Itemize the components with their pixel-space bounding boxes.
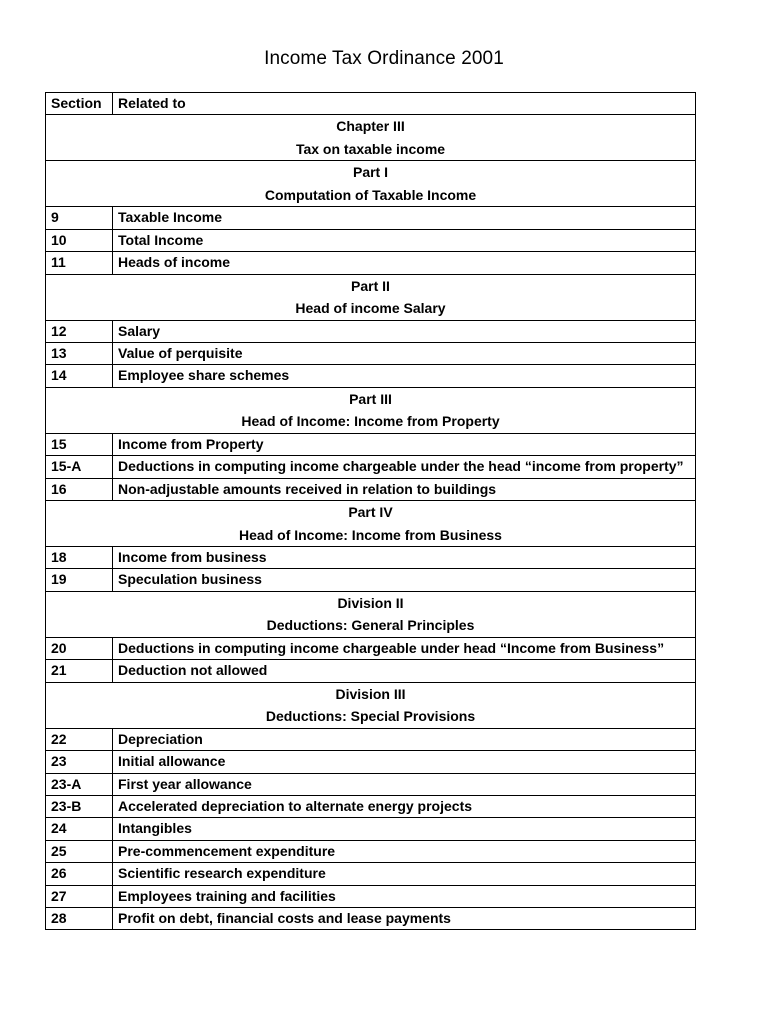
group-heading — [46, 161, 696, 207]
section-number: 28 — [46, 907, 113, 929]
section-number: 21 — [46, 660, 113, 682]
document-title: Income Tax Ordinance 2001 — [264, 48, 504, 69]
group-heading — [46, 501, 696, 547]
group-heading — [46, 591, 696, 637]
section-description: Total Income — [113, 229, 696, 251]
section-number: 20 — [46, 637, 113, 659]
table-row — [46, 885, 696, 907]
section-number: 12 — [46, 320, 113, 342]
section-description: Employee share schemes — [113, 365, 696, 387]
section-description: Profit on debt, financial costs and lease payments — [113, 907, 696, 929]
section-description: First year allowance — [113, 773, 696, 795]
group-heading-subtitle: Deductions: Special Provisions — [265, 708, 476, 725]
table-row — [46, 637, 696, 659]
table-row — [46, 795, 696, 817]
group-heading-row — [46, 115, 696, 161]
group-heading — [46, 682, 696, 728]
group-heading-label: Part III — [349, 390, 392, 407]
group-heading-label: Part IV — [348, 504, 393, 521]
table-row — [46, 728, 696, 750]
table-row — [46, 773, 696, 795]
section-description: Deduction not allowed — [113, 660, 696, 682]
group-heading-subtitle: Head of Income: Income from Property — [241, 413, 500, 430]
group-heading-row — [46, 387, 696, 433]
section-number: 15-A — [46, 456, 113, 478]
group-heading-label: Division III — [335, 685, 406, 702]
group-heading — [46, 115, 696, 161]
section-number: 23-A — [46, 773, 113, 795]
section-description: Deductions in computing income chargeable under the head “income from property” — [113, 456, 696, 478]
table-row — [46, 547, 696, 569]
table-row — [46, 229, 696, 251]
table-row — [46, 660, 696, 682]
column-header-section: Section — [46, 93, 113, 115]
group-heading-row — [46, 501, 696, 547]
group-heading-subtitle: Deductions: General Principles — [266, 617, 475, 634]
section-description: Deductions in computing income chargeable under head “Income from Business” — [113, 637, 696, 659]
section-number: 14 — [46, 365, 113, 387]
section-description: Initial allowance — [113, 751, 696, 773]
table-row — [46, 433, 696, 455]
group-heading-label: Part I — [352, 164, 388, 181]
section-number: 27 — [46, 885, 113, 907]
section-description: Heads of income — [113, 252, 696, 274]
section-number: 13 — [46, 343, 113, 365]
table-row — [46, 751, 696, 773]
section-number: 26 — [46, 863, 113, 885]
group-heading — [46, 274, 696, 320]
group-heading-subtitle: Tax on taxable income — [295, 140, 446, 157]
group-heading — [46, 387, 696, 433]
section-number: 25 — [46, 840, 113, 862]
section-number: 11 — [46, 252, 113, 274]
section-description: Non-adjustable amounts received in relation to buildings — [113, 478, 696, 500]
group-heading-subtitle: Computation of Taxable Income — [264, 186, 477, 203]
table-body — [46, 115, 696, 930]
table-row — [46, 320, 696, 342]
sections-table — [45, 92, 696, 930]
section-description: Value of perquisite — [113, 343, 696, 365]
section-number: 19 — [46, 569, 113, 591]
section-description: Scientific research expenditure — [113, 863, 696, 885]
table-row — [46, 343, 696, 365]
table-header-row — [46, 93, 696, 115]
table-row — [46, 252, 696, 274]
section-description: Taxable Income — [113, 207, 696, 229]
table-row — [46, 478, 696, 500]
group-heading-row — [46, 161, 696, 207]
section-description: Accelerated depreciation to alternate energy projects — [113, 795, 696, 817]
group-heading-label: Part II — [351, 277, 390, 294]
group-heading-row — [46, 591, 696, 637]
group-heading-label: Division II — [337, 594, 404, 611]
section-description: Income from business — [113, 547, 696, 569]
section-number: 22 — [46, 728, 113, 750]
column-header-related-to: Related to — [113, 93, 696, 115]
section-number: 18 — [46, 547, 113, 569]
table-row — [46, 365, 696, 387]
table-row — [46, 840, 696, 862]
group-heading-subtitle: Head of income Salary — [295, 300, 446, 317]
section-description: Salary — [113, 320, 696, 342]
section-number: 16 — [46, 478, 113, 500]
group-heading-label: Chapter III — [336, 118, 405, 135]
table-row — [46, 207, 696, 229]
section-number: 10 — [46, 229, 113, 251]
table-row — [46, 456, 696, 478]
section-number: 24 — [46, 818, 113, 840]
table-row — [46, 907, 696, 929]
table-row — [46, 863, 696, 885]
table-row — [46, 569, 696, 591]
group-heading-row — [46, 274, 696, 320]
section-description: Intangibles — [113, 818, 696, 840]
group-heading-subtitle: Head of Income: Income from Business — [239, 526, 502, 543]
section-number: 23-B — [46, 795, 113, 817]
group-heading-row — [46, 682, 696, 728]
section-description: Pre-commencement expenditure — [113, 840, 696, 862]
section-description: Speculation business — [113, 569, 696, 591]
section-number: 9 — [46, 207, 113, 229]
section-number: 23 — [46, 751, 113, 773]
table-row — [46, 818, 696, 840]
section-description: Depreciation — [113, 728, 696, 750]
section-description: Income from Property — [113, 433, 696, 455]
section-number: 15 — [46, 433, 113, 455]
section-description: Employees training and facilities — [113, 885, 696, 907]
